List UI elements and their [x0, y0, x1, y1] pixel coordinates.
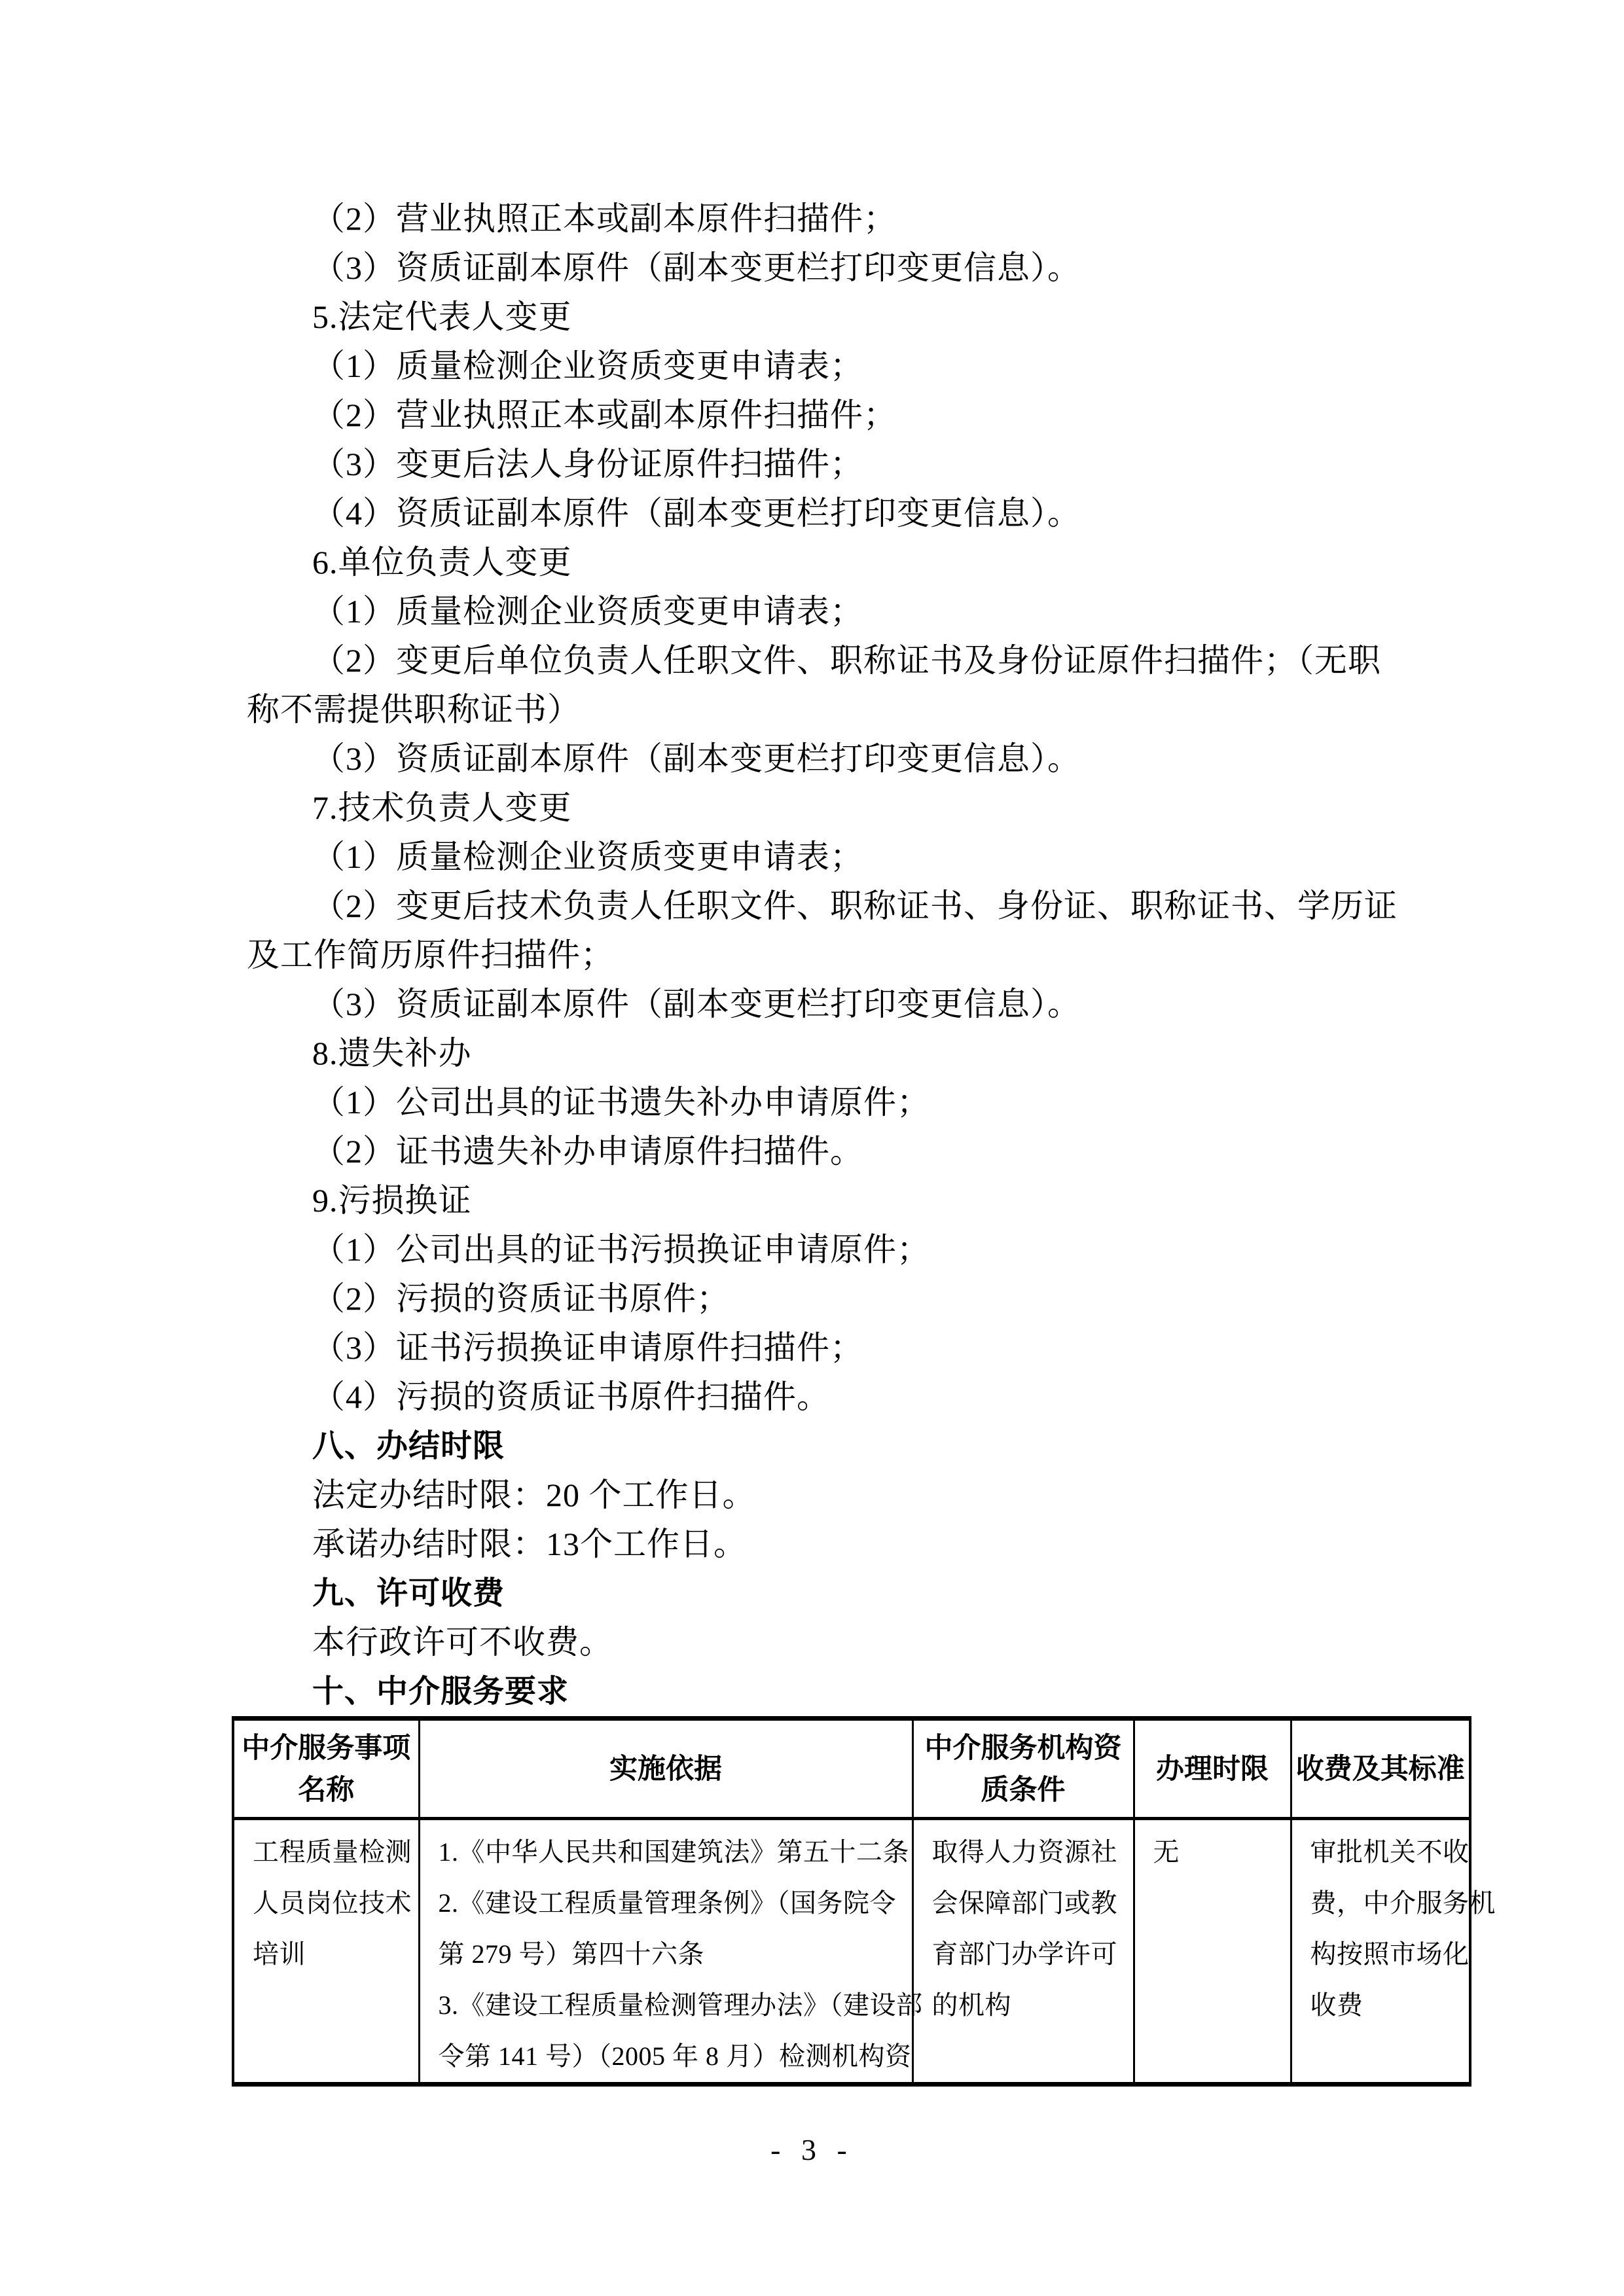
header-line: 名称	[298, 1774, 355, 1806]
doc-line: 承诺办结时限：13个工作日。	[312, 1526, 747, 1562]
cell-line: 会保障部门或教	[931, 1888, 1117, 1918]
table-row	[233, 1819, 1470, 2085]
header-implementation-basis	[419, 1719, 912, 1819]
header-line: 实施依据	[609, 1753, 722, 1785]
doc-line: （3）证书污损换证申请原件扫描件；	[312, 1329, 863, 1366]
cell-line: 审批机关不收	[1310, 1837, 1470, 1867]
doc-line: （2）营业执照正本或副本原件扫描件；	[312, 200, 897, 237]
doc-subheading: 9.污损换证	[312, 1182, 472, 1219]
section-heading: 十、中介服务要求	[312, 1674, 569, 1709]
cell-line: 构按照市场化	[1310, 1939, 1470, 1969]
doc-subheading: 7.技术负责人变更	[312, 789, 572, 826]
doc-line: （1）公司出具的证书遗失补办申请原件；	[312, 1084, 930, 1121]
cell-line: 3.《建设工程质量检测管理办法》（建设部	[438, 1990, 923, 2020]
cell-line: 的机构	[931, 1990, 1011, 2020]
intermediary-service-table	[232, 1716, 1496, 2087]
table-header-row	[233, 1719, 1470, 1819]
doc-line: 本行政许可不收费。	[312, 1624, 613, 1660]
doc-subheading: 8.遗失补办	[312, 1035, 472, 1071]
cell-line: 第 279 号）第四十六条	[438, 1939, 704, 1969]
cell-line: 费，中介服务机	[1310, 1888, 1496, 1918]
doc-line: （1）质量检测企业资质变更申请表；	[312, 838, 863, 875]
doc-line: （3）资质证副本原件（副本变更栏打印变更信息）。	[312, 740, 1081, 777]
cell-line: 人员岗位技术	[253, 1888, 412, 1918]
doc-line: （2）变更后技术负责人任职文件、职称证书、身份证、职称证书、学历证	[312, 888, 1398, 924]
header-line: 中介服务事项	[242, 1732, 411, 1764]
doc-line: 法定办结时限：20 个工作日。	[312, 1477, 756, 1513]
cell-implementation-basis	[419, 1819, 923, 2085]
section-heading: 八、办结时限	[312, 1429, 505, 1463]
header-line: 收费及其标准	[1295, 1753, 1465, 1785]
doc-line: （3）变更后法人身份证原件扫描件；	[312, 446, 863, 482]
doc-line: （4）资质证副本原件（副本变更栏打印变更信息）。	[312, 495, 1081, 531]
cell-line: 2.《建设工程质量管理条例》（国务院令	[438, 1888, 896, 1918]
cell-agency-qualification	[912, 1819, 1134, 2085]
doc-line: （3）资质证副本原件（副本变更栏打印变更信息）。	[312, 986, 1081, 1022]
doc-line: （1）质量检测企业资质变更申请表；	[312, 348, 863, 384]
header-line: 中介服务机构资	[924, 1732, 1122, 1764]
doc-line: （3）资质证副本原件（副本变更栏打印变更信息）。	[312, 249, 1081, 286]
cell-line: 1.《中华人民共和国建筑法》第五十二条	[438, 1837, 909, 1867]
header-service-item-name	[233, 1719, 419, 1819]
cell-service-name	[233, 1819, 419, 2085]
doc-line: （2）污损的资质证书原件；	[312, 1280, 730, 1317]
header-fee-standard	[1291, 1719, 1470, 1819]
cell-line: 取得人力资源社	[931, 1837, 1117, 1867]
document-body	[247, 194, 1399, 1716]
doc-line: （1）公司出具的证书污损换证申请原件；	[312, 1231, 930, 1268]
cell-line: 无	[1153, 1837, 1180, 1867]
header-agency-qualification	[912, 1719, 1134, 1819]
cell-line: 工程质量检测	[253, 1837, 412, 1867]
cell-line: 收费	[1310, 1990, 1363, 2020]
cell-line: 育部门办学许可	[931, 1939, 1117, 1969]
doc-line: （2）证书遗失补办申请原件扫描件。	[312, 1133, 863, 1170]
doc-line-continuation: 称不需提供职称证书）	[247, 691, 581, 728]
page-number: - 3 -	[770, 2133, 854, 2166]
header-line: 质条件	[981, 1774, 1066, 1806]
doc-line: （2）营业执照正本或副本原件扫描件；	[312, 397, 897, 433]
doc-line-continuation: 及工作简历原件扫描件；	[247, 937, 614, 973]
cell-line: 培训	[253, 1939, 306, 1969]
cell-fee-standard	[1291, 1819, 1496, 2085]
cell-time-limit	[1134, 1819, 1291, 2085]
cell-line: 令第 141 号）（2005 年 8 月）检测机构资	[438, 2041, 912, 2071]
doc-line: （1）质量检测企业资质变更申请表；	[312, 593, 863, 630]
doc-line: （4）污损的资质证书原件扫描件。	[312, 1378, 830, 1415]
header-handling-time-limit	[1134, 1719, 1291, 1819]
section-heading: 九、许可收费	[312, 1576, 505, 1611]
header-line: 办理时限	[1156, 1753, 1269, 1785]
doc-line: （2）变更后单位负责人任职文件、职称证书及身份证原件扫描件；（无职	[312, 642, 1381, 679]
doc-subheading: 5.法定代表人变更	[312, 298, 572, 335]
doc-subheading: 6.单位负责人变更	[312, 544, 572, 581]
